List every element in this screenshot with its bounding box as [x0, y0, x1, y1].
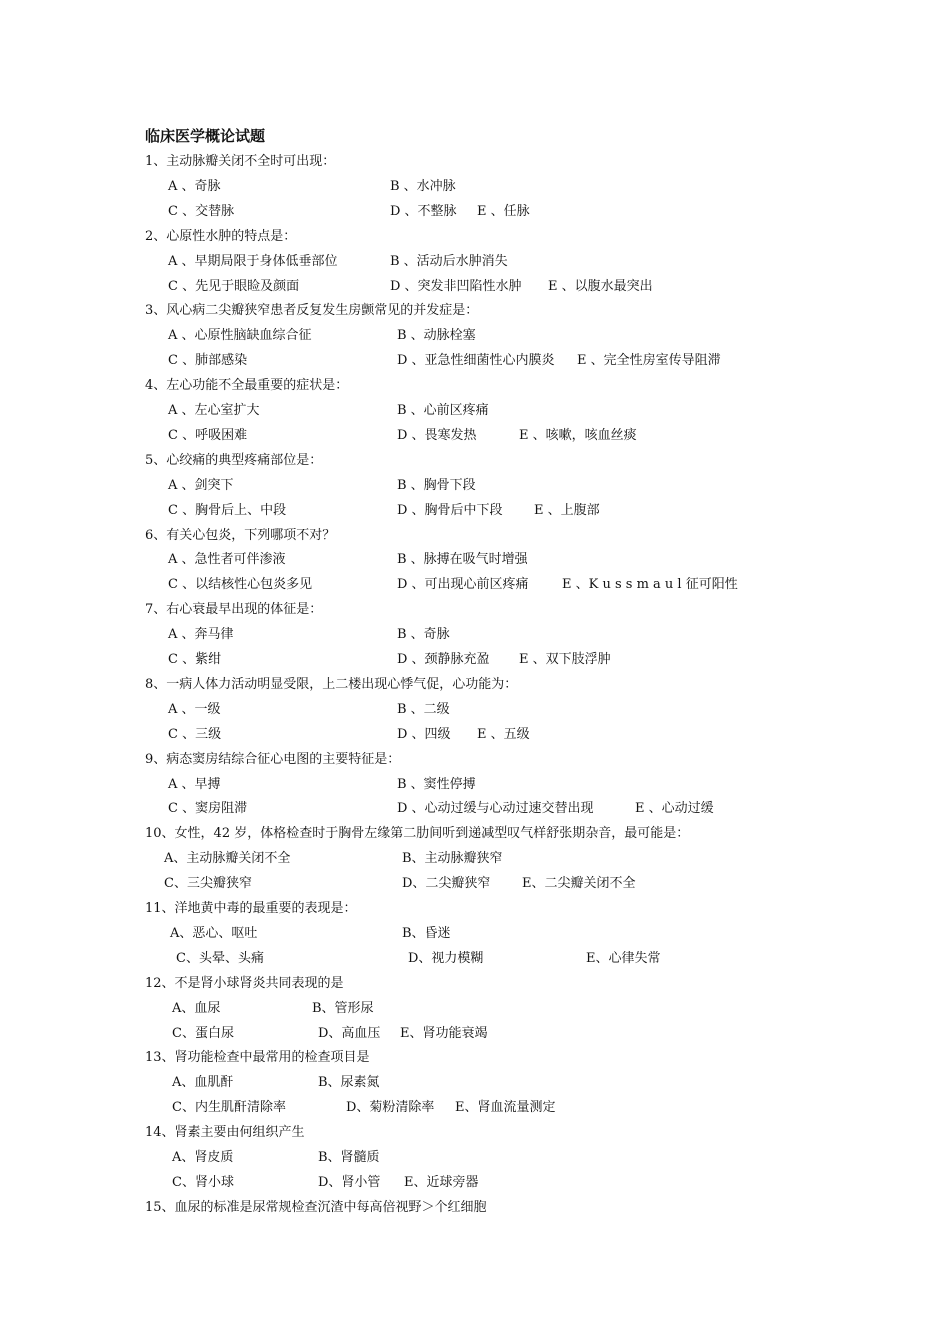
answer-option: E 、以腹水最突出: [548, 278, 653, 294]
answer-option: E 、任脉: [477, 203, 530, 219]
answer-option: A 、急性者可伴渗液: [168, 552, 286, 568]
answer-option: C 、交替脉: [168, 203, 235, 219]
answer-option: C 、三级: [168, 726, 222, 742]
answer-option: D 、不整脉: [390, 203, 457, 219]
question-stem: 7、右心衰最早出现的体征是：: [145, 602, 323, 618]
answer-option: B 、活动后水肿消失: [390, 253, 508, 269]
question-stem: 1、主动脉瓣关闭不全时可出现：: [145, 154, 336, 169]
answer-option: A 、奇脉: [168, 178, 221, 194]
answer-option: D 、突发非凹陷性水肿: [390, 278, 522, 294]
answer-option: E 、心动过缓: [635, 801, 714, 817]
answer-option: D、二尖瓣狭窄: [402, 876, 491, 892]
answer-option: E 、双下肢浮肿: [519, 652, 611, 667]
answer-option: A 、一级: [168, 701, 221, 717]
answer-option: C 、呼吸困难: [168, 427, 248, 443]
answer-option: A 、早期局限于身体低垂部位: [168, 253, 338, 269]
answer-option: B、肾髓质: [318, 1150, 380, 1165]
answer-option: E 、完全性房室传导阻滞: [577, 353, 721, 369]
answer-option: C、头晕、头痛: [176, 950, 264, 966]
answer-option: A、血肌酐: [172, 1075, 234, 1091]
answer-option: B、管形尿: [312, 1000, 374, 1016]
answer-option: C 、紫绀: [168, 652, 222, 667]
answer-option: E、近球旁器: [404, 1174, 479, 1190]
document-title: 临床医学概论试题: [145, 127, 266, 145]
answer-option: A、恶心、呕吐: [170, 925, 258, 941]
question-stem: 3、风心病二尖瓣狭窄患者反复发生房颤常见的并发症是：: [145, 303, 479, 319]
answer-option: D 、可出现心前区疼痛: [397, 577, 529, 593]
answer-option: D、菊粉清除率: [346, 1100, 435, 1116]
answer-option: A 、剑突下: [168, 477, 234, 493]
answer-option: E 、上腹部: [534, 502, 600, 518]
answer-option: C 、先见于眼睑及颜面: [168, 278, 300, 294]
answer-option: E 、五级: [477, 726, 530, 742]
question-stem: 9、病态窦房结综合征心电图的主要特征是：: [145, 751, 401, 767]
question-stem: 11、洋地黄中毒的最重要的表现是：: [145, 901, 357, 916]
question-stem: 13、肾功能检查中最常用的检查项目是: [145, 1050, 370, 1066]
answer-option: B 、心前区疼痛: [397, 403, 489, 418]
answer-option: D 、畏寒发热: [397, 427, 477, 443]
answer-option: C 、以结核性心包炎多见: [168, 577, 313, 593]
question-stem: 6、有关心包炎，下列哪项不对？: [145, 527, 336, 543]
answer-option: C 、肺部感染: [168, 353, 248, 369]
answer-option: C、蛋白尿: [172, 1025, 234, 1041]
question-stem: 10、女性，42 岁，体格检查时于胸骨左缘第二肋间听到递减型叹气样舒张期杂音，最可能是：: [145, 826, 690, 842]
answer-option: D 、颈静脉充盈: [397, 652, 490, 667]
answer-option: D、肾小管: [318, 1174, 381, 1190]
answer-option: D 、四级: [397, 726, 451, 742]
question-stem: 15、血尿的标准是尿常规检查沉渣中每高倍视野＞个红细胞: [145, 1199, 487, 1215]
answer-option: A 、心原性脑缺血综合征: [168, 328, 312, 344]
answer-option: D、视力模糊: [408, 950, 484, 966]
answer-option: B、尿素氮: [318, 1075, 380, 1091]
answer-option: E 、K u s s m a u l 征可阳性: [562, 577, 738, 593]
answer-option: B、昏迷: [402, 925, 451, 941]
answer-option: A 、早搏: [168, 776, 221, 792]
answer-option: E、二尖瓣关闭不全: [522, 876, 636, 892]
answer-option: E 、咳嗽，咳血丝痰: [519, 427, 637, 443]
answer-option: B 、动脉栓塞: [397, 328, 476, 344]
answer-option: D 、亚急性细菌性心内膜炎: [397, 353, 555, 369]
question-stem: 12、不是肾小球肾炎共同表现的是: [145, 975, 344, 991]
answer-option: B 、水冲脉: [390, 178, 456, 194]
answer-option: E、心律失常: [586, 950, 661, 966]
answer-option: B 、二级: [397, 701, 450, 717]
question-stem: 14、肾素主要由何组织产生: [145, 1125, 305, 1141]
answer-option: C 、胸骨后上、中段: [168, 502, 287, 518]
answer-option: C、三尖瓣狭窄: [164, 876, 252, 892]
answer-option: A、肾皮质: [172, 1150, 234, 1165]
answer-option: B 、窦性停搏: [397, 776, 476, 792]
question-stem: 5、心绞痛的典型疼痛部位是：: [145, 452, 323, 468]
answer-option: B 、胸骨下段: [397, 477, 476, 493]
answer-option: D 、心动过缓与心动过速交替出现: [397, 801, 594, 817]
answer-option: A、主动脉瓣关闭不全: [164, 851, 291, 867]
answer-option: A 、左心室扩大: [168, 403, 260, 418]
answer-option: C、内生肌酐清除率: [172, 1100, 286, 1116]
question-stem: 2、心原性水肿的特点是：: [145, 228, 297, 244]
question-stem: 8、一病人体力活动明显受限，上二楼出现心悸气促，心功能为：: [145, 676, 518, 692]
answer-option: C 、窦房阻滞: [168, 801, 248, 817]
answer-option: C、肾小球: [172, 1174, 234, 1190]
answer-option: E、肾功能衰竭: [400, 1025, 488, 1041]
answer-option: B 、奇脉: [397, 627, 450, 643]
question-stem: 4、左心功能不全最重要的症状是：: [145, 378, 349, 394]
answer-option: E、肾血流量测定: [455, 1100, 556, 1116]
answer-option: A 、奔马律: [168, 627, 234, 643]
answer-option: B、主动脉瓣狭窄: [402, 851, 503, 867]
answer-option: D、高血压: [318, 1025, 381, 1041]
answer-option: D 、胸骨后中下段: [397, 502, 503, 518]
answer-option: A、血尿: [172, 1000, 221, 1016]
answer-option: B 、脉搏在吸气时增强: [397, 552, 528, 568]
